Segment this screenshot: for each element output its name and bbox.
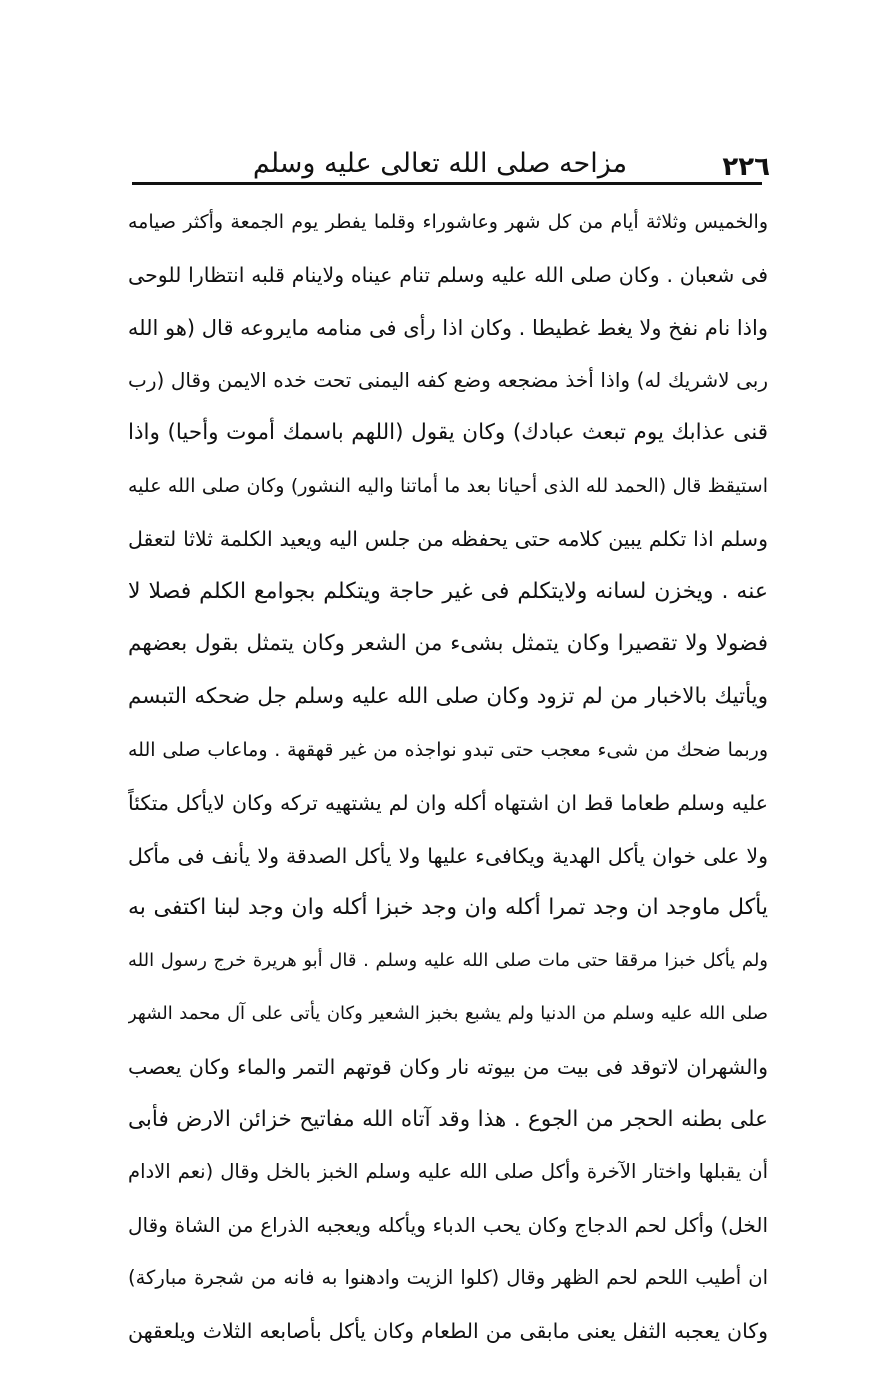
body-text (128, 196, 768, 1358)
text-line: وسلم اذا تكلم يبين كلامه حتى يحفظه من جلس اليه ويعيد الكلمة ثلاثا لتعقل (128, 526, 768, 551)
text-line: عنه . ويخزن لسانه ولايتكلم فى غير حاجة ويتكلم بجوامع الكلم فصلا لا (128, 578, 768, 604)
running-head: مزاحه صلى الله تعالى عليه وسلم (252, 148, 628, 179)
text-line: صلى الله عليه وسلم من الدنيا ولم يشبع بخبز الشعير وكان يأتى على آل محمد الشهر (128, 1002, 768, 1024)
text-line: واذا نام نفخ ولا يغط غطيطا . وكان اذا رأى فى منامه مايروعه قال (هو الله (128, 315, 768, 340)
text-line: ولا على خوان يأكل الهدية ويكافىء عليها ولا يأكل الصدقة ولا يأنف فى مأكل (128, 843, 768, 868)
text-line: والخميس وثلاثة أيام من كل شهر وعاشوراء وقلما يفطر يوم الجمعة وأكثر صيامه (128, 211, 768, 233)
text-line: قنى عذابك يوم تبعث عبادك) وكان يقول (اللهم باسمك أموت وأحيا) واذا (128, 420, 768, 446)
header-rule (132, 182, 762, 185)
text-line: ولم يأكل خبزا مرققا حتى مات صلى الله عليه وسلم . قال أبو هريرة خرج رسول الله (128, 950, 768, 972)
text-line: والشهران لاتوقد فى بيت من بيوته نار وكان قوتهم التمر والماء وكان يعصب (128, 1054, 768, 1079)
text-line: الخل) وأكل لحم الدجاج وكان يحب الدباء ويأكله ويعجبه الذراع من الشاة وقال (128, 1213, 768, 1238)
text-line: وكان يعجبه الثفل يعنى مابقى من الطعام وكان يأكل بأصابعه الثلاث ويلعقهن (128, 1318, 768, 1343)
text-line: ويأتيك بالاخبار من لم تزود وكان صلى الله عليه وسلم جل ضحكه التبسم (128, 684, 768, 710)
text-line: أن يقبلها واختار الآخرة وأكل صلى الله عليه وسلم الخبز بالخل وقال (نعم الادام (128, 1160, 768, 1184)
text-line: على بطنه الحجر من الجوع . هذا وقد آتاه الله مفاتيح خزائن الارض فأبى (128, 1106, 768, 1132)
text-line: ربى لاشريك له) واذا أخذ مضجعه وضع كفه اليمنى تحت خده الايمن وقال (رب (128, 368, 768, 393)
page-number: ٢٢٦ (722, 152, 770, 182)
text-line: استيقظ قال (الحمد لله الذى أحيانا بعد ما أماتنا واليه النشور) وكان صلى الله عليه (128, 474, 768, 497)
text-line: يأكل ماوجد ان وجد تمرا أكله وان وجد خبزا أكله وان وجد لبنا اكتفى به (128, 895, 768, 921)
text-line: وربما ضحك من شىء معجب حتى تبدو نواجذه من غير قهقهة . وماعاب صلى الله (128, 738, 768, 761)
text-line: فضولا ولا تقصيرا وكان يتمثل بشىء من الشعر وكان يتمثل بقول بعضهم (128, 631, 768, 657)
text-line: فى شعبان . وكان صلى الله عليه وسلم تنام عيناه ولاينام قلبه انتظارا للوحى (128, 262, 768, 287)
text-line: عليه وسلم طعاما قط ان اشتهاه أكله وان لم يشتهيه تركه وكان لايأكل متكئاً (128, 790, 768, 815)
text-line: ان أطيب اللحم لحم الظهر وقال (كلوا الزيت وادهنوا به فانه من شجرة مباركة) (128, 1265, 768, 1289)
